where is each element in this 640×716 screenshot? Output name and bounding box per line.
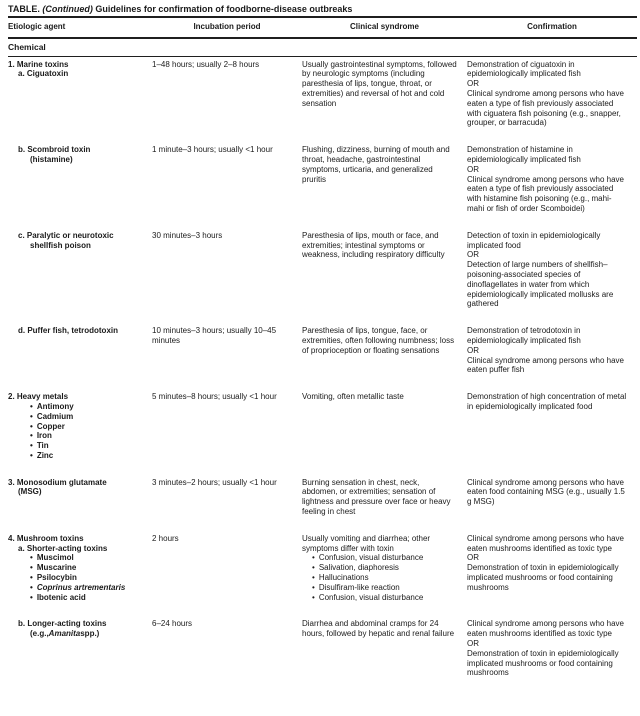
agent-text: Coprinus artrementaris <box>36 582 126 592</box>
agent-text: Tin <box>36 441 49 451</box>
clinical-text: Vomiting, often metallic taste <box>302 392 404 402</box>
bullet-glyph: • <box>312 563 315 573</box>
confirmation-cell <box>467 326 637 375</box>
clinical-bullet-text: Disulfiram-like reaction <box>318 582 400 592</box>
agent-cell <box>8 534 152 603</box>
agent-line <box>8 402 142 412</box>
confirmation-cell <box>467 478 637 517</box>
bullet-glyph: • <box>30 582 33 592</box>
clinical-bullet-text: Confusion, visual disturbance <box>318 592 424 602</box>
incubation-cell: 10 minutes–3 hours; usually 10–45 minutes <box>152 326 277 345</box>
agent-line <box>8 392 142 402</box>
agent-text: d. Puffer fish, tetrodotoxin <box>18 326 118 336</box>
agent-text: a. Shorter-acting toxins <box>18 543 108 553</box>
clinical-cell <box>302 392 467 461</box>
clinical-text: Usually gastrointestinal symptoms, followed by neurologic symptoms (including paresthesia of lips, tongue, throat, or extremities) and reversal of hot and cold sensation <box>302 59 457 108</box>
table-title-continued: (Continued) <box>42 4 93 14</box>
confirmation-text: OR <box>467 345 479 355</box>
agent-text: 1. Marine toxins <box>8 59 69 69</box>
agent-line <box>8 563 142 573</box>
agent-cell <box>8 60 152 129</box>
agent-text: b. Longer-acting toxins <box>18 619 107 629</box>
clinical-cell <box>302 619 467 678</box>
bullet-glyph: • <box>312 582 315 592</box>
agent-text: Amanita <box>48 629 81 639</box>
bullet-glyph: • <box>30 592 33 602</box>
agent-line <box>8 544 142 554</box>
bullet-glyph: • <box>312 553 315 563</box>
column-header-incubation-period: Incubation period <box>193 22 261 31</box>
clinical-text: Burning sensation in chest, neck, abdomen, or extremities; sensation of lightness and pressure over face or heavy feeling in chest <box>302 477 451 517</box>
agent-line <box>8 553 142 563</box>
clinical-bullet <box>302 563 457 573</box>
table-title-prefix: TABLE. <box>8 4 40 14</box>
clinical-bullet <box>302 583 457 593</box>
clinical-bullet <box>302 573 457 583</box>
agent-text: 3. Monosodium glutamate <box>8 477 107 487</box>
confirmation-text: Clinical syndrome among persons who have eaten mushrooms identified as toxic type <box>467 533 624 553</box>
incubation-cell: 5 minutes–8 hours; usually <1 hour <box>152 392 277 402</box>
agent-line <box>8 619 142 629</box>
agent-cell <box>8 145 152 214</box>
agent-line <box>8 583 142 593</box>
agent-line <box>8 69 142 79</box>
table-row <box>8 619 637 695</box>
agent-line <box>8 629 142 639</box>
table-row <box>8 392 637 478</box>
agent-text: Muscarine <box>36 563 77 573</box>
column-header-etiologic-agent: Etiologic agent <box>8 22 66 31</box>
column-header-clinical-syndrome: Clinical syndrome <box>350 22 419 31</box>
agent-text: 2. Heavy metals <box>8 392 69 402</box>
agent-line <box>8 573 142 583</box>
agent-text: c. Paralytic or neurotoxic <box>18 230 114 240</box>
clinical-text: Flushing, dizziness, burning of mouth and throat, headache, gastrointestinal symptoms, urticaria, and generalized pruritis <box>302 145 450 184</box>
agent-line <box>8 422 142 432</box>
incubation-cell: 6–24 hours <box>152 619 193 629</box>
clinical-bullet-text: Salivation, diaphoresis <box>318 563 399 573</box>
clinical-cell <box>302 231 467 309</box>
confirmation-text: Demonstration of high concentration of metal in epidemiologically implicated food <box>467 392 627 411</box>
agent-line <box>8 241 142 251</box>
table-title <box>8 3 637 16</box>
clinical-cell <box>302 145 467 214</box>
bullet-glyph: • <box>30 573 33 583</box>
agent-line <box>8 145 142 155</box>
bullet-glyph: • <box>30 563 33 573</box>
confirmation-text: Detection of large numbers of shellfish–poisoning-associated species of dinoflagellates in water from which epidemiologically implicated mollusks are gathered <box>467 260 614 309</box>
clinical-text: Usually vomiting and diarrhea; other symptoms differ with toxin <box>302 533 431 553</box>
agent-text: Zinc <box>36 450 54 460</box>
agent-cell <box>8 392 152 461</box>
column-header-confirmation: Confirmation <box>527 22 577 31</box>
confirmation-text: Demonstration of toxin in epidemiologically implicated mushrooms or food containing mushrooms <box>467 648 619 678</box>
confirmation-text: Demonstration of toxin in epidemiologically implicated mushrooms or food containing mushrooms <box>467 563 619 592</box>
confirmation-cell <box>467 619 637 678</box>
agent-text: Psilocybin <box>36 573 77 583</box>
agent-line <box>8 231 142 241</box>
bullet-glyph: • <box>312 573 315 583</box>
agent-text: Iron <box>36 431 52 441</box>
confirmation-text: OR <box>467 79 479 89</box>
confirmation-text: Clinical syndrome among persons who have eaten a type of fish previously associated with histamine fish poisoning (e.g., mahi-mahi or fish of order Scomboidei) <box>467 174 624 213</box>
confirmation-text: Demonstration of tetrodotoxin in epidemiologically implicated fish <box>467 326 581 345</box>
agent-text: Ibotenic acid <box>36 592 86 602</box>
confirmation-text: OR <box>467 164 479 174</box>
incubation-cell: 30 minutes–3 hours <box>152 230 223 240</box>
clinical-bullet <box>302 553 457 563</box>
table-row <box>8 326 637 392</box>
clinical-text: Paresthesia of lips, tongue, face, or extremities, often following numbness; loss of proprioception or floating sensations <box>302 326 455 355</box>
confirmation-cell <box>467 145 637 214</box>
clinical-bullet-text: Hallucinations <box>318 573 369 583</box>
bullet-glyph: • <box>30 431 33 441</box>
agent-text: (MSG) <box>18 487 42 497</box>
confirmation-text: Clinical syndrome among persons who have eaten a type of fish previously associated with ciguatera fish poisoning (e.g., snapper, grouper, or barracuda) <box>467 88 624 128</box>
table-row <box>8 534 637 620</box>
agent-line <box>8 431 142 441</box>
agent-text: a. Ciguatoxin <box>18 69 69 79</box>
confirmation-text: Demonstration of histamine in epidemiologically implicated fish <box>467 145 581 164</box>
agent-text: (histamine) <box>30 154 73 164</box>
agent-line <box>8 326 142 336</box>
table-row <box>8 145 637 231</box>
confirmation-text: OR <box>467 250 479 260</box>
agent-line <box>8 155 142 165</box>
confirmation-text: Clinical syndrome among persons who have eaten puffer fish <box>467 355 624 375</box>
column-headers <box>8 18 637 37</box>
clinical-text: Diarrhea and abdominal cramps for 24 hours, followed by hepatic and renal failure <box>302 619 455 639</box>
bullet-glyph: • <box>30 411 33 421</box>
agent-line <box>8 478 142 488</box>
clinical-cell <box>302 478 467 517</box>
table-row <box>8 60 637 146</box>
agent-text: Muscimol <box>36 553 74 563</box>
clinical-text: Paresthesia of lips, mouth or face, and extremities; intestinal symptoms or weakness, including respiratory difficulty <box>302 230 445 260</box>
agent-cell <box>8 231 152 309</box>
confirmation-text: OR <box>467 553 479 563</box>
table-row <box>8 478 637 534</box>
clinical-cell <box>302 60 467 129</box>
confirmation-text: Clinical syndrome among persons who have eaten mushrooms identified as toxic type <box>467 619 624 639</box>
incubation-cell: 3 minutes–2 hours; usually <1 hour <box>152 477 277 487</box>
confirmation-cell <box>467 60 637 129</box>
agent-line <box>8 412 142 422</box>
clinical-cell <box>302 326 467 375</box>
bullet-glyph: • <box>312 592 315 602</box>
clinical-bullet-text: Confusion, visual disturbance <box>318 553 424 563</box>
table-row <box>8 231 637 326</box>
clinical-bullet <box>302 593 457 603</box>
agent-cell <box>8 478 152 517</box>
agent-line <box>8 60 142 70</box>
bullet-glyph: • <box>30 450 33 460</box>
incubation-cell: 1–48 hours; usually 2–8 hours <box>152 59 260 69</box>
confirmation-cell <box>467 392 637 461</box>
incubation-cell: 2 hours <box>152 533 179 543</box>
confirmation-text: Detection of toxin in epidemiologically implicated food <box>467 230 601 250</box>
confirmation-cell <box>467 534 637 603</box>
bullet-glyph: • <box>30 553 33 563</box>
bullet-glyph: • <box>30 401 33 411</box>
agent-line <box>8 593 142 603</box>
agent-cell <box>8 619 152 678</box>
incubation-cell: 1 minute–3 hours; usually <1 hour <box>152 145 273 155</box>
confirmation-cell <box>467 231 637 309</box>
bullet-glyph: • <box>30 441 33 451</box>
agent-text: 4. Mushroom toxins <box>8 533 84 543</box>
agent-text: shellfish poison <box>30 240 91 250</box>
agent-cell <box>8 326 152 375</box>
agent-text: Cadmium <box>36 411 74 421</box>
table-body <box>8 57 637 696</box>
agent-line <box>8 534 142 544</box>
confirmation-text: Demonstration of ciguatoxin in epidemiologically implicated fish <box>467 59 581 79</box>
agent-line <box>8 441 142 451</box>
agent-text: b. Scombroid toxin <box>18 145 91 155</box>
bullet-glyph: • <box>30 421 33 431</box>
section-header-chemical: Chemical <box>8 41 46 52</box>
clinical-cell <box>302 534 467 603</box>
agent-text: Antimony <box>36 401 74 411</box>
agent-line <box>8 487 142 497</box>
confirmation-text: OR <box>467 639 479 649</box>
agent-text: spp.) <box>80 629 100 639</box>
agent-line <box>8 451 142 461</box>
confirmation-text: Clinical syndrome among persons who have eaten food containing MSG (e.g., usually 1.5 g MSG) <box>467 477 625 507</box>
agent-text: (e.g., <box>30 629 49 639</box>
table-title-text: Guidelines for confirmation of foodborne-disease outbreaks <box>95 4 353 14</box>
agent-text: Copper <box>36 421 65 431</box>
